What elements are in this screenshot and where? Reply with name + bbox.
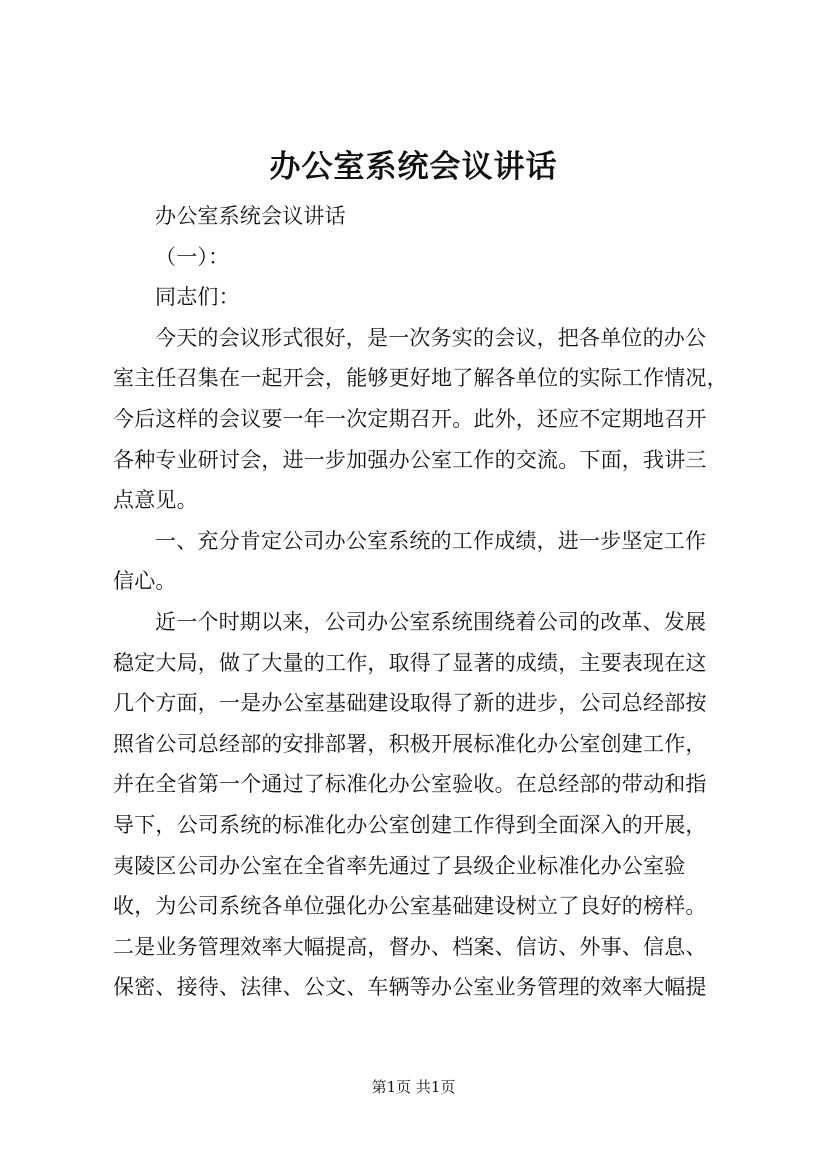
- body-line: 稳定大局，做了大量的工作，取得了显著的成绩，主要表现在这: [113, 650, 707, 675]
- document-body: [113, 196, 743, 1008]
- body-line: 导下，公司系统的标准化办公室创建工作得到全面深入的开展，: [113, 812, 707, 837]
- body-line: 今后这样的会议要一年一次定期召开。此外，还应不定期地召开: [113, 406, 707, 431]
- body-line: 照省公司总经部的安排部署，积极开展标准化办公室创建工作，: [113, 731, 707, 756]
- body-line: 室主任召集在一起开会，能够更好地了解各单位的实际工作情况，: [113, 366, 728, 391]
- body-line: 近一个时期以来，公司办公室系统围绕着公司的改革、发展: [155, 609, 707, 634]
- body-line: 点意见。: [113, 488, 198, 513]
- body-line: 一、充分肯定公司办公室系统的工作成绩，进一步坚定工作: [155, 528, 707, 553]
- body-line: 同志们：: [155, 285, 240, 310]
- body-line: 各种专业研讨会，进一步加强办公室工作的交流。下面，我讲三: [113, 447, 707, 472]
- body-line: 并在全省第一个通过了标准化办公室验收。在总经部的带动和指: [113, 772, 707, 797]
- body-line: 夷陵区公司办公室在全省率先通过了县级企业标准化办公室验: [113, 853, 686, 878]
- body-line: 办公室系统会议讲话: [155, 204, 346, 228]
- body-line: 收，为公司系统各单位强化办公室基础建设树立了良好的榜样。: [113, 894, 707, 919]
- document-title: 办公室系统会议讲话: [269, 149, 558, 185]
- body-line: 保密、接待、法律、公文、车辆等办公室业务管理的效率大幅提: [113, 975, 707, 1000]
- body-line: 信心。: [113, 569, 177, 594]
- body-line: 二是业务管理效率大幅提高，督办、档案、信访、外事、信息、: [113, 934, 707, 959]
- body-line: （一）：: [155, 244, 230, 269]
- body-line: 几个方面，一是办公室基础建设取得了新的进步，公司总经部按: [113, 691, 707, 716]
- body-line: 今天的会议形式很好，是一次务实的会议，把各单位的办公: [155, 325, 707, 350]
- page-footer: 第1页 共1页: [371, 1078, 456, 1096]
